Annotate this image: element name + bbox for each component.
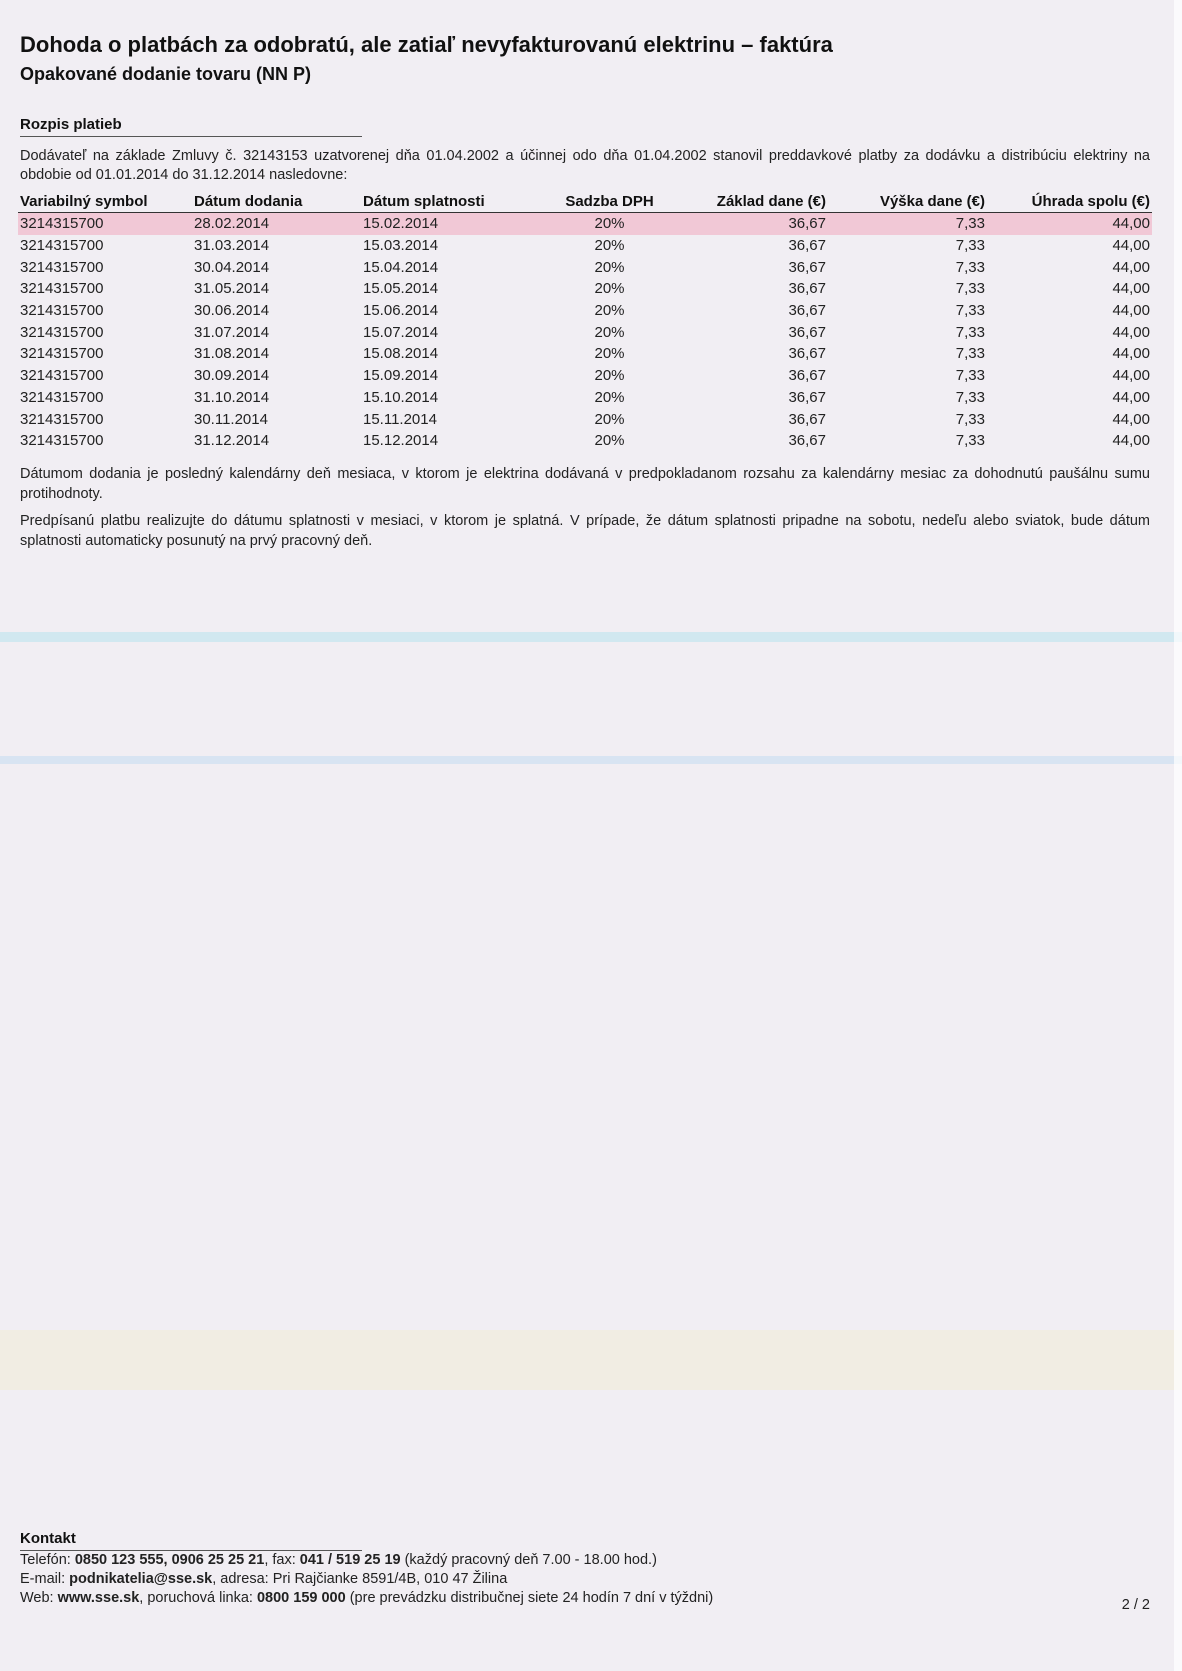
contact-heading: Kontakt [20,1530,76,1547]
delivery-date-cell: 31.05.2014 [194,280,270,298]
vat-rate-cell: 20% [594,367,625,385]
payment-due-note: Predpísanú platbu realizujte do dátumu splatnosti v mesiaci, v ktorom je splatná. V prípade, že dátum splatnosti pripadne na sobotu, nedeľu alebo sviatok, bude dátum splatnosti automaticky posunutý na prvý pracovný deň. [20,513,1150,549]
website: www.sse.sk [57,1590,140,1606]
delivery-date-cell: 30.11.2014 [194,410,268,428]
tax-amount-cell: 7,33 [955,432,985,450]
variable-symbol-cell: 3214315700 [20,258,104,276]
tax-amount-cell: 7,33 [955,388,985,406]
total-amount-cell: 44,00 [1112,280,1150,298]
document-title: Dohoda o platbách za odobratú, ale zatiaľ nevyfakturovanú elektrinu – faktúra [20,32,833,57]
tax-base-cell: 36,67 [788,432,826,450]
total-amount-cell: 44,00 [1112,323,1150,341]
tax-amount-cell: 7,33 [955,410,985,428]
tax-base-cell: 36,67 [788,302,826,320]
payments-heading: Rozpis platieb [20,116,122,133]
variable-symbol-cell: 3214315700 [20,237,104,255]
vat-rate-cell: 20% [594,302,625,320]
section-divider [20,136,362,137]
due-date-cell: 15.08.2014 [363,345,439,363]
vat-rate-cell: 20% [594,258,625,276]
delivery-date-cell: 31.08.2014 [194,345,270,363]
delivery-date-cell: 31.12.2014 [194,432,270,450]
table-row [18,365,1152,387]
variable-symbol-cell: 3214315700 [20,302,104,320]
tax-amount-cell: 7,33 [828,213,987,235]
total-amount-cell: 44,00 [1112,367,1150,385]
tax-base-cell: 36,67 [788,258,826,276]
total-amount-cell: 44,00 [1112,237,1150,255]
vat-rate-cell: 20% [594,432,625,450]
vat-rate-cell: 20% [594,280,625,298]
column-header: Základ dane (€) [664,190,828,213]
delivery-date-cell: 30.09.2014 [194,367,270,385]
tax-base-cell: 36,67 [788,280,826,298]
total-amount-cell: 44,00 [1112,345,1150,363]
phone-numbers: 0850 123 555, 0906 25 25 21 [74,1552,265,1568]
contact-phone-line: Telefón: 0850 123 555, 0906 25 25 21, fax: 041 / 519 25 19 (každý pracovný deň 7.00 - 18.00 hod.) [20,1552,657,1568]
due-date-cell: 15.05.2014 [363,280,439,298]
vat-rate-cell: 20% [594,345,625,363]
contact-email-line: E-mail: podnikatelia@sse.sk, adresa: Pri Rajčianke 8591/4B, 010 47 Žilina [20,1571,508,1587]
tax-base-cell: 36,67 [788,237,826,255]
tax-base-cell: 36,67 [788,323,826,341]
delivery-date-cell: 30.06.2014 [194,302,270,320]
delivery-date-cell: 31.10.2014 [194,388,270,406]
vat-rate-cell: 20% [594,388,625,406]
email-address: podnikatelia@sse.sk [69,1571,213,1587]
payments-intro: Dodávateľ na základe Zmluvy č. 32143153 uzatvorenej dňa 01.04.2002 a účinnej odo dňa 01.04.2002 stanovil preddavkové platby za dodávku a distribúciu elektriny na obdobie od 01.01.2014 do 31.12.2014 nasledovne: [20,148,1150,183]
due-date-cell: 15.07.2014 [363,323,439,341]
column-header: Výška dane (€) [828,190,987,213]
delivery-date-cell: 31.03.2014 [194,237,270,255]
variable-symbol-cell: 3214315700 [20,323,104,341]
payments-table [18,190,1152,452]
delivery-date-cell: 30.04.2014 [194,258,270,276]
scan-artifact-band [0,1330,1182,1390]
table-row [18,278,1152,300]
tax-base-cell: 36,67 [788,410,826,428]
variable-symbol-cell: 3214315700 [20,432,104,450]
total-amount-cell: 44,00 [1112,258,1150,276]
page-number: 2 / 2 [1121,1597,1150,1613]
tax-base-cell: 36,67 [664,213,828,235]
due-date-cell: 15.03.2014 [363,237,439,255]
fax-number: 041 / 519 25 19 [299,1552,401,1568]
tax-base-cell: 36,67 [788,388,826,406]
due-date-cell: 15.12.2014 [363,432,439,450]
due-date-cell: 15.09.2014 [363,367,439,385]
column-header: Dátum dodania [192,190,361,213]
vat-rate-cell: 20% [594,410,625,428]
tax-amount-cell: 7,33 [955,367,985,385]
contact-block [20,1551,713,1608]
contact-web-line: Web: www.sse.sk, poruchová linka: 0800 159 000 (pre prevádzku distribučnej siete 24 hodín 7 dní v týždni) [20,1590,714,1606]
table-row [18,387,1152,409]
total-amount-cell: 44,00 [987,213,1152,235]
column-header: Dátum splatnosti [361,190,555,213]
column-header: Úhrada spolu (€) [987,190,1152,213]
table-row [18,343,1152,365]
delivery-date-note: Dátumom dodania je posledný kalendárny deň mesiaca, v ktorom je elektrina dodávaná v predpokladanom rozsahu za kalendárny mesiac za dohodnutú paušálnu sumu protihodnoty. [20,466,1150,502]
tax-base-cell: 36,67 [788,367,826,385]
table-row [18,213,1152,235]
tax-amount-cell: 7,33 [955,323,985,341]
tax-amount-cell: 7,33 [955,280,985,298]
variable-symbol-cell: 3214315700 [20,388,104,406]
total-amount-cell: 44,00 [1112,410,1150,428]
variable-symbol-cell: 3214315700 [20,345,104,363]
fault-line-number: 0800 159 000 [256,1590,346,1606]
tax-amount-cell: 7,33 [955,345,985,363]
tax-amount-cell: 7,33 [955,237,985,255]
due-date-cell: 15.11.2014 [363,410,437,428]
total-amount-cell: 44,00 [1112,302,1150,320]
scan-artifact-band [0,756,1182,764]
vat-rate-cell: 20% [594,323,625,341]
vat-rate-cell: 20% [555,213,664,235]
column-header: Variabilný symbol [18,190,192,213]
due-date-cell: 15.10.2014 [363,388,439,406]
column-header: Sadzba DPH [555,190,664,213]
delivery-date-cell: 28.02.2014 [192,213,361,235]
total-amount-cell: 44,00 [1112,432,1150,450]
due-date-cell: 15.02.2014 [361,213,555,235]
table-row [18,235,1152,257]
variable-symbol-cell: 3214315700 [20,280,104,298]
table-row [18,430,1152,452]
scan-edge [1174,0,1182,1671]
scan-artifact-band [0,632,1182,642]
table-row [18,256,1152,278]
document-subtitle: Opakované dodanie tovaru (NN P) [20,64,312,84]
variable-symbol-cell: 3214315700 [20,410,104,428]
total-amount-cell: 44,00 [1112,388,1150,406]
variable-symbol-cell: 3214315700 [18,213,192,235]
table-row [18,408,1152,430]
table-header-row [18,190,1152,213]
due-date-cell: 15.06.2014 [363,302,439,320]
table-row [18,321,1152,343]
variable-symbol-cell: 3214315700 [20,367,104,385]
tax-amount-cell: 7,33 [955,258,985,276]
vat-rate-cell: 20% [594,237,625,255]
tax-base-cell: 36,67 [788,345,826,363]
delivery-date-cell: 31.07.2014 [194,323,270,341]
table-row [18,300,1152,322]
tax-amount-cell: 7,33 [955,302,985,320]
due-date-cell: 15.04.2014 [363,258,439,276]
